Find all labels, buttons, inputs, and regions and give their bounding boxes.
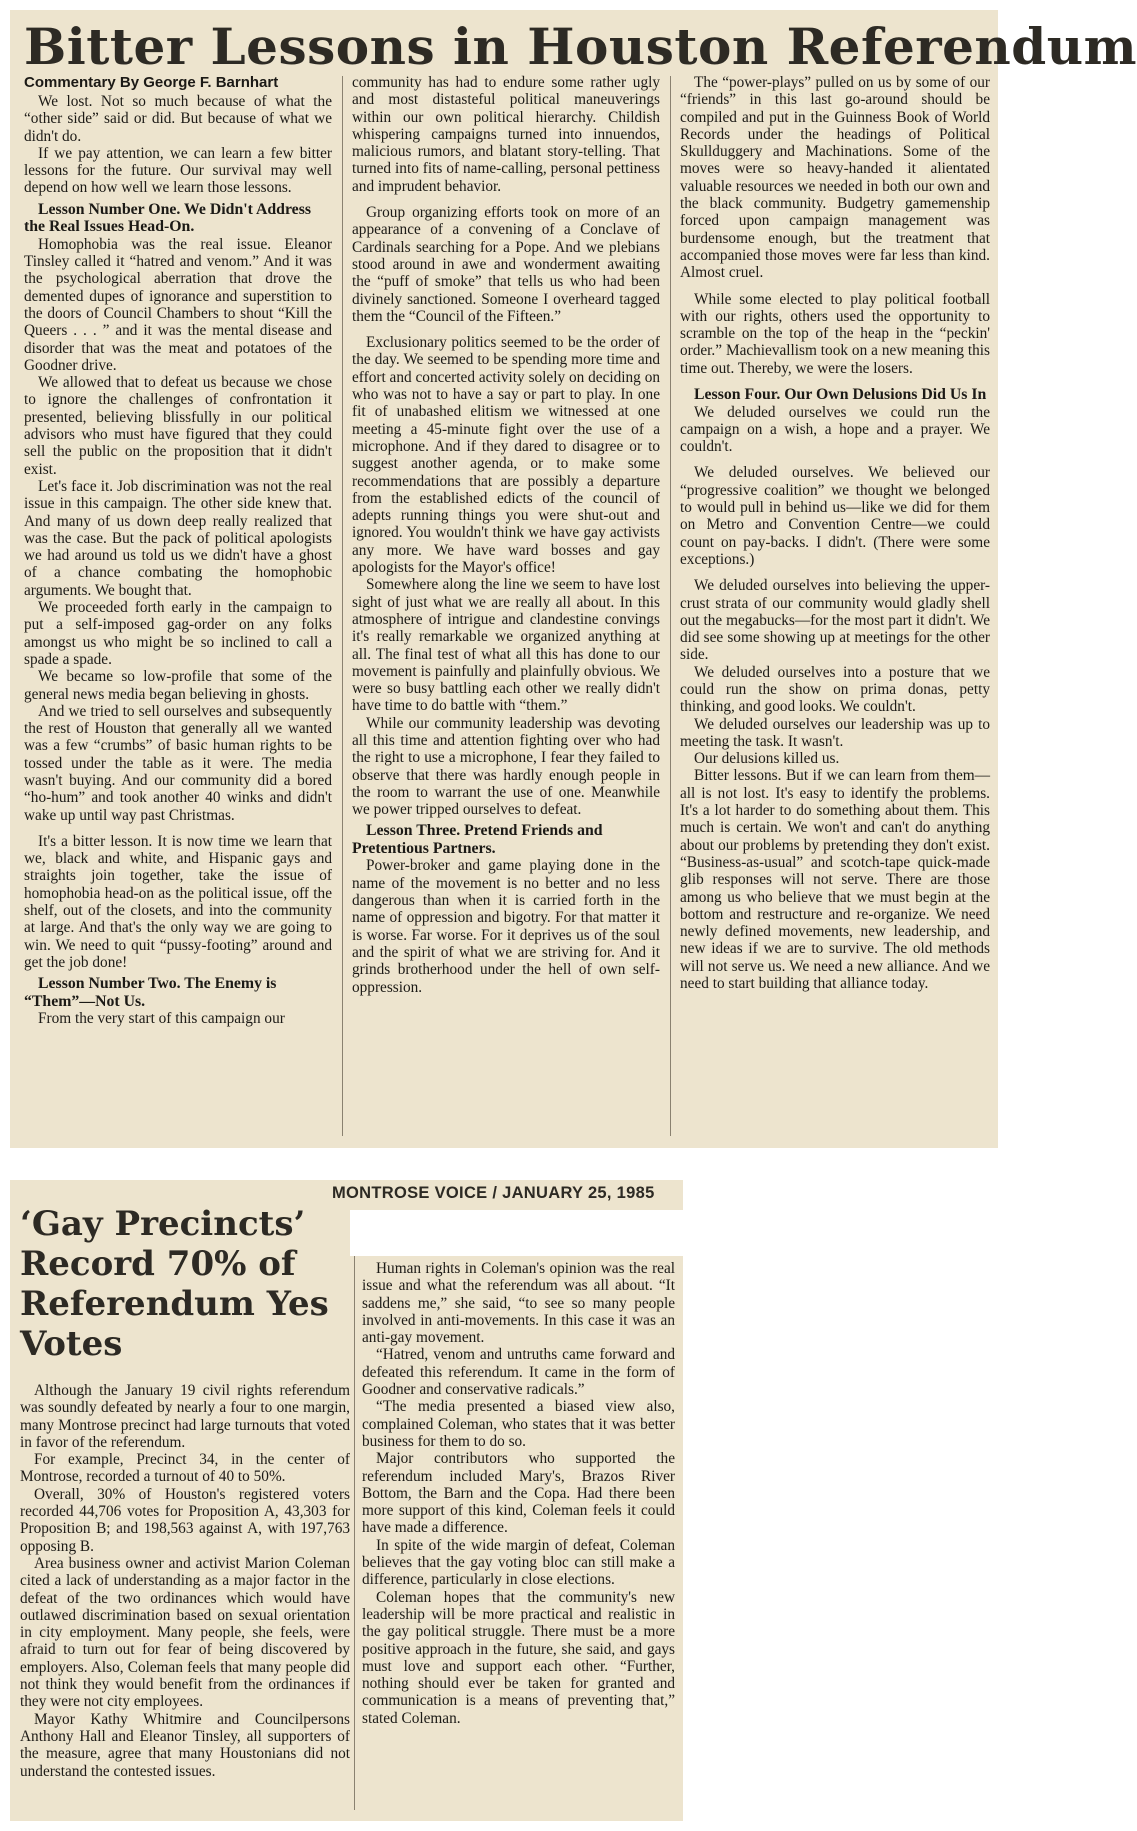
section-heading: Lesson Number Two. The Enemy is “Them”—Not Us. [24,975,277,1010]
paragraph: We deluded ourselves our leadership was up to meeting the task. It wasn't. [680,715,990,750]
article-column-2 [362,1260,675,1727]
paragraph: And we tried to sell ourselves and subsequently the rest of Houston that generally all we wanted was a few “crumbs” of basic human rights to be tossed under the table as it were. The media wasn't buying. And our community did a bored “ho-hum” and took another 40 winks and didn't wake up until way past Christmas. [24,702,332,824]
article-bitter-lessons [10,10,1137,1148]
paragraph: Mayor Kathy Whitmire and Councilpersons Anthony Hall and Eleanor Tinsley, all supporters of the measure, agree that many Houstonians did not understand the contested issues. [20,1710,350,1780]
article-column-1 [20,1382,350,1780]
paragraph: Bitter lessons. But if we can learn from them—all is not lost. It's easy to identify the problems. It's a lot harder to do something about them. This much is certain. We won't and can't do anything about our problems by pretending they don't exist. “Business-as-usual” and scotch-tape quick-made glib responses will not serve. There are those among us who believe that we must begin at the bottom and restructure and re-organize. We need newly defined movements, new leadership, and new ideas if we are to survive. The old methods will not serve us. We need a new alliance. And we need to start building that alliance today. [680,767,990,993]
dateline: MONTROSE VOICE / JANUARY 25, 1985 [332,1184,655,1202]
paragraph: If we pay attention, we can learn a few bitter lessons for the future. Our survival may well depend on how well we learn those lessons. [24,144,332,197]
paragraph: community has had to endure some rather ugly and most distasteful political maneuverings within our own political hierarchy. Childish whispering campaigns turned into innuendos, malicious rumors, and blatant story-telling. That turned into fits of name-calling, personal pettiness and imprudent behavior. [352,74,660,195]
paragraph: Overall, 30% of Houston's registered voters recorded 44,706 votes for Proposition A, 43,303 for Proposition B; and 198,563 against A, with 197,763 opposing B. [20,1485,350,1555]
article-headline: Bitter Lessons in Houston Referendum [24,17,1137,76]
section-heading: Lesson Number One. We Didn't Address the Real Issues Head-On. [24,200,311,236]
paragraph: For example, Precinct 34, in the center of Montrose, recorded a turnout of 40 to 50%. [20,1451,350,1486]
paragraph: It's a bitter lesson. It is now time we learn that we, black and white, and Hispanic gays and straights join together, take the issue of homophobia head-on as the political issue, off the shelf, out of the closets, and into the community at large. And that's the only way we are going to win. We need to quit “pussy-footing” around and get the job done! [24,832,332,971]
paragraph: Area business owner and activist Marion Coleman cited a lack of understanding as a major factor in the defeat of the two ordinances which would have outlawed discrimination based on sexual orientation in city employment. Many people, she feels, were afraid to turn out for fear of being discovered by employers. Also, Coleman feels that many people did not think they would benefit from the ordinances if they were not city employees. [20,1554,350,1711]
paragraph: Coleman hopes that the community's new leadership will be more practical and realistic in the gay political struggle. There must be a more positive approach in the future, she said, and gays must love and support each other. “Further, nothing should ever be taken for granted and communication is a means of preventing that,” stated Coleman. [362,1588,675,1727]
paragraph: In spite of the wide margin of defeat, Coleman believes that the gay voting bloc can still make a difference, particularly in close elections. [362,1536,675,1589]
section-heading: Lesson Three. Pretend Friends and Pretentious Partners. [352,822,603,857]
column-divider [342,76,343,1136]
paragraph: Although the January 19 civil rights referendum was soundly defeated by nearly a four to one margin, many Montrose precinct had large turnouts that voted in favor of the referendum. [20,1382,350,1451]
column-divider [670,76,671,1136]
paragraph: “Hatred, venom and untruths came forward and defeated this referendum. It came in the form of Goodner and conservative radicals.” [362,1346,675,1399]
paragraph: Somewhere along the line we seem to have lost sight of just what we are really all about. In this atmosphere of intrigue and clandestine convings it's really remarkable we organized anything at all. The final test of what all this has done to our movement is painfully and plainfully obvious. We were so busy battling each other we really didn't have time to do battle with “them.” [352,576,660,715]
paragraph: Homophobia was the real issue. Eleanor Tinsley called it “hatred and venom.” And it was the psychological aberration that drove the demented dupes of ignorance and superstition to the doors of Council Chambers to shout “Kill the Queers . . . ” and it was the mental disease and disorder that was the meat and potatoes of the Goodner drive. [24,235,332,374]
paragraph: “The media presented a biased view also, complained Coleman, who states that it was better business for them to do so. [362,1398,675,1450]
paragraph: From the very start of this campaign our [38,1010,285,1028]
paragraph: Group organizing efforts took on more of an appearance of a convening of a Conclave of Cardinals searching for a Pope. And we plebians stood around in awe and wonderment awaiting the “puff of smoke” that tells us who had been divinely sanctioned. Someone I overheard tagged them the “Council of the Fifteen.” [352,204,660,325]
byline: Commentary By George F. Barnhart [24,74,279,91]
article-headline: ‘Gay Precincts’ Record 70% of Referendum Yes Votes [20,1204,329,1364]
article-column-1 [24,74,332,1028]
paragraph: We proceeded forth early in the campaign to put a self-imposed gag-order on any folks amongst us who might be so inclined to call a spade a spade. [24,599,332,668]
column-body [20,1382,350,1780]
blank-area [350,1210,683,1256]
paragraph: While some elected to play political football with our rights, others used the opportunity to scramble on the top of the heap in the “peckin' order.” Machievallism took on a new meaning this time out. Thereby, we were the losers. [680,290,990,377]
column-body [362,1260,675,1727]
paragraph: We became so low-profile that some of the general news media began believing in ghosts. [24,668,332,703]
article-column-2 [352,74,660,996]
paragraph: While our community leadership was devoting all this time and attention fighting over who had the right to use a microphone, I fear they failed to observe that there was hardly enough people in the room to warrant the use of one. Meanwhile we power tripped ourselves to defeat. [352,714,660,819]
paragraph: We allowed that to defeat us because we chose to ignore the challenges of confrontation it presented, believing blissfully in our political advisors who must have figured that they could sell the public on the proposition that it didn't exist. [24,374,332,478]
paragraph: We deluded ourselves into believing the upper-crust strata of our community would gladly shell out the megabucks—for the most part it didn't. We did see some showing up at meetings for the other side. [680,577,990,664]
article-gay-precincts [10,1180,683,1821]
paragraph: We deluded ourselves we could run the campaign on a wish, a hope and a prayer. We couldn't. [680,403,990,456]
section-heading: Lesson Four. Our Own Delusions Did Us In [694,386,987,404]
column-body [24,93,332,1028]
paragraph: We deluded ourselves. We believed our “progressive coalition” we thought we belonged to would pull in behind us—like we did for them on Metro and Convention Centre—we could count on pay-backs. I didn't. (There were some exceptions.) [680,464,990,568]
paragraph: Power-broker and game playing done in the name of the movement is no better and no less dangerous than when it is carried forth in the name of oppression and bigotry. For that matter it is worse. Far worse. For it deprives us of the soul and the spirit of what we are striving for. And it grinds brotherhood under the hell of own self-oppression. [352,857,660,996]
column-body [680,74,990,992]
paragraph: Human rights in Coleman's opinion was the real issue and what the referendum was all about. “It saddens me,” she said, “to see so many people involved in anti-movements. In this case it was an anti-gay movement. [362,1260,675,1347]
paragraph: Let's face it. Job discrimination was not the real issue in this campaign. The other side knew that. And many of us down deep really realized that was the case. But the pack of political apologists we had around us told us we didn't have a ghost of a chance combating the homophobic arguments. We bought that. [24,477,332,599]
column-body [352,74,660,996]
paragraph: Major contributors who supported the referendum included Mary's, Brazos River Bottom, the Barn and the Copa. Had there been more support of this kind, Coleman feels it could have made a difference. [362,1450,675,1537]
paragraph: The “power-plays” pulled on us by some of our “friends” in this last go-around should be compiled and put in the Guinness Book of World Records under the headings of Political Skullduggery and Machinations. Some of the moves were so heavy-handed it alientated valuable resources we needed in both our own and the black community. Budgetry gamemenship forced upon campaign management was burdensome enough, but the treatment that accompanied those moves were far less than kind. Almost cruel. [680,74,990,282]
paragraph: Exclusionary politics seemed to be the order of the day. We seemed to be spending more time and effort and concerted activity solely on deciding on who was not to have a say or part to play. In one fit of unabashed elitism we witnessed at one meeting a 45-minute fight over the use of a microphone. And if they dared to disagree or to suggest another agenda, or to make some recommendations that are possibly a departure from the established edicts of the council of adepts running things you were shut-out and ignored. You wouldn't think we have gay activists any more. We have ward bosses and gay apologists for the Mayor's office! [352,334,660,577]
column-divider [354,1250,355,1810]
article-column-3 [680,74,990,992]
paragraph: We deluded ourselves into a posture that we could run the show on prima donas, petty thinking, and good looks. We couldn't. [680,663,990,716]
paragraph: Our delusions killed us. [694,750,840,768]
paragraph: We lost. Not so much because of what the “other side” said or did. But because of what we didn't do. [24,93,332,145]
